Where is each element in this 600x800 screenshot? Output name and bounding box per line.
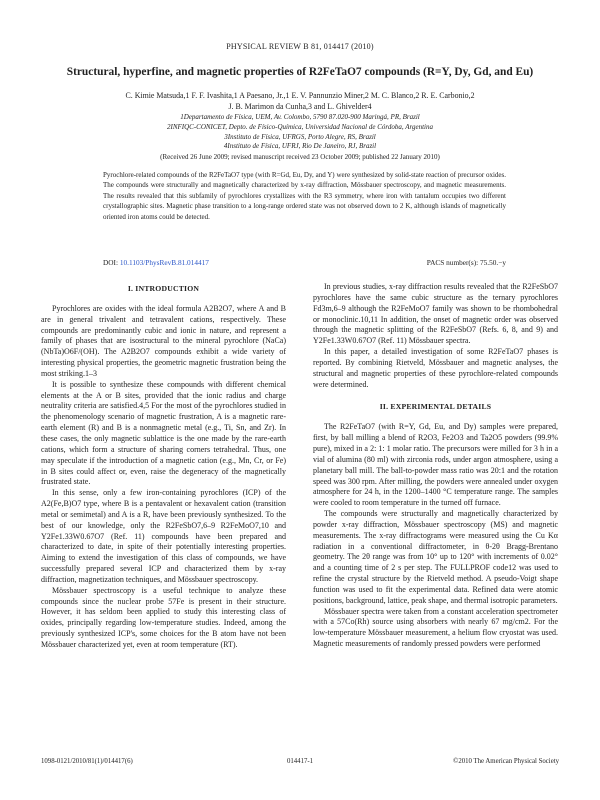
- footer-article-code: 1098-0121/2010/81(1)/014417(6): [41, 758, 133, 765]
- affiliations: [55, 113, 545, 152]
- footer-copyright: ©2010 The American Physical Society: [453, 758, 559, 765]
- section-heading-introduction: I. INTRODUCTION: [127, 284, 200, 293]
- right-column: [313, 282, 558, 650]
- affiliation-3: 3Instituto de Física, UFRGS, Porto Alegre, RS, Brazil: [224, 132, 376, 141]
- author-list: [55, 90, 545, 112]
- paragraph: Pyrochlores are oxides with the ideal formula A2B2O7, where A and B are in general trivalent and tetravalent cations, respectively. These compounds are predominantly cubic and ionic in nature, and represent a family of phases that are isostructural to the mineral pyrochlore (NaCa)(NbTa)O6F/(OH). The A2B2O7 compounds exhibit a wide variety of interesting physical properties, the geometric magnetic frustration being the most striking.1–3: [41, 303, 286, 378]
- authors-line-1: C. Kimie Matsuda,1 F. F. Ivashita,1 A Paesano, Jr.,1 E. V. Pannunzio Miner,2 M. C. Blanco,2 R. E. Carbonio,2: [125, 91, 475, 100]
- received-dates: (Received 26 June 2009; revised manuscript received 23 October 2009; published 22 January 2010): [160, 153, 440, 161]
- journal-header: PHYSICAL REVIEW B 81, 014417 (2010): [226, 42, 374, 51]
- paragraph: In this paper, a detailed investigation of some R2FeTaO7 phases is reported. By combining Rietveld, Mössbauer and magnetic analyses, the structural and magnetic properties of these pyrochlore-related compounds were determined.: [313, 347, 558, 389]
- paragraph: In previous studies, x-ray diffraction results revealed that the R2FeSbO7 pyrochlores have the same cubic structure as the ternary pyrochlores Fd3m,6–9 although the R2FeMoO7 family was shown to be rhombohedral or monoclinic.10,11 In addition, the onset of magnetic order was observed through the magnetic splitting of the R2FeSbO7 (Refs. 6, 8, and 9) and Y2Fe1.33W0.67O7 (Ref. 11) Mössbauer spectra.: [313, 282, 558, 346]
- abstract: Pyrochlore-related compounds of the R2FeTaO7 type (with R=Gd, Eu, Dy, and Y) were synthesized by solid-state reaction of precursor oxides. The compounds were structurally and magnetically characterized by x-ray diffraction, Mössbauer spectroscopy, and magnetic measurements. The results revealed that this subfamily of pyrochlores crystallizes with the R3 symmetry, where iron with tantalum occupies two different crystallographic sites. Magnetic phase transition to a long-range ordered state was not observed down to 2 K, although islands of magnetically oriented iron atoms could be detected.: [103, 171, 506, 221]
- paper-title: Structural, hyperfine, and magnetic properties of R2FeTaO7 compounds (R=Y, Dy, Gd, and Eu): [66, 66, 534, 78]
- doi-link[interactable]: 10.1103/PhysRevB.81.014417: [119, 258, 209, 267]
- paragraph: The R2FeTaO7 (with R=Y, Gd, Eu, and Dy) samples were prepared, first, by ball milling a blend of R2O3, Fe2O3 and Ta2O5 powders (99.9% pure), mixed in a 2: 1: 1 molar ratio. The precursors were milled for 3 h in a vial of alumina (80 ml) with zirconia rods, under argon atmosphere, using a planetary ball mill. The ball-to-powder mass ratio was 20:1 and the rotation speed was 300 rpm. After milling, the powders were annealed under oxygen atmosphere for 24 h, in the 1200–1400 °C temperature range. The samples were cooled to room temperature in the turned off furnace.: [313, 422, 558, 508]
- paragraph: The compounds were structurally and magnetically characterized by powder x-ray diffraction, Mössbauer spectroscopy (MS) and magnetic measurements. The x-ray diffractograms were measured using the Cu Kα radiation in a conventional diffractometer, in θ-2θ Bragg-Brentano geometry. The 2θ range was from 10° up to 120° with increments of 0.02° and a counting time of 2 s per step. The FULLPROF code12 was used to refine the crystal structure by the Rietveld method. A pseudo-Voigt shape function was used to fit the experimental data. Refined data were atomic positions, background, lattice, peak shape, and thermal isotropic parameters.: [313, 509, 558, 605]
- paragraph: Mössbauer spectra were taken from a constant acceleration spectrometer with a 57Co(Rh) source using absorbers with nearly 67 mg/cm2. For the low-temperature Mössbauer measurement, a helium flow cryostat was used. Magnetic measurements of randomly pressed powders were performed: [313, 606, 558, 649]
- paragraph: It is possible to synthesize these compounds with different chemical elements at the A or B sites, provided that the ionic radius and charge neutrality criteria are satisfied.4,5 For the most of the pyrochlores studied in the phenomenology scenario of magnetic frustration, A is a magnetic rare-earth element (R) and B is a nonmagnetic metal (e.g., Ti, Sn, and Zr). In these cases, the only magnetic sublattice is the one made by the rare-earth cations, which form a structure of sharing corners tetrahedral. Thus, one may speculate if the introduction of a magnetic cation (e.g., Mn, Cr, or Fe) in B sites could affect or, even, raise the degeneracy of the magnetically frustrated state.: [41, 379, 286, 487]
- affiliation-1: 1Departamento de Física, UEM, Av. Colombo, 5790 87.020-900 Maringá, PR, Brazil: [180, 113, 420, 121]
- doi-label: DOI:: [103, 258, 118, 267]
- affiliation-2: 2INFIQC-CONICET, Depto. de Físico-Química, Universidad Nacional de Córdoba, Argentina: [167, 122, 433, 131]
- paragraph: Mössbauer spectroscopy is a useful technique to analyze these compounds since the nuclear probe 57Fe is present in their structure. However, it has seldom been applied to study this interesting class of oxides, principally regarding low-temperature studies. Indeed, among the previously synthesized ICP's, some choices for the B atom have not been Mössbauer characterized yet, even at room temperature (RT).: [41, 585, 286, 649]
- paragraph: In this sense, only a few iron-containing pyrochlores (ICP) of the A2(Fe,B)O7 type, where B is a pentavalent or hexavalent cation (transition metal or semimetal) and A is a R, have been previously synthesized. To the best of our knowledge, only the R2FeSbO7,6–9 R2FeMoO7,10 and Y2Fe1.33W0.67O7 (Ref. 11) compounds have been prepared and characterized to date, in spite of their potentially interesting properties. Aiming to extend the investigation of this class of compounds, we have successfully prepared several ICP and characterized them by x-ray diffraction, magnetization techniques, and Mössbauer spectroscopy.: [41, 488, 286, 584]
- left-column: [41, 282, 286, 651]
- pacs-numbers: PACS number(s): 75.50.−y: [426, 258, 506, 267]
- authors-line-2: J. B. Marimon da Cunha,3 and L. Ghivelder4: [228, 102, 372, 112]
- affiliation-4: 4Instituto de Física, UFRJ, Rio De Janeiro, RJ, Brazil: [223, 142, 377, 151]
- footer-page-number: 014417-1: [286, 758, 314, 765]
- doi-row: [103, 258, 506, 267]
- section-heading-experimental: II. EXPERIMENTAL DETAILS: [379, 402, 492, 412]
